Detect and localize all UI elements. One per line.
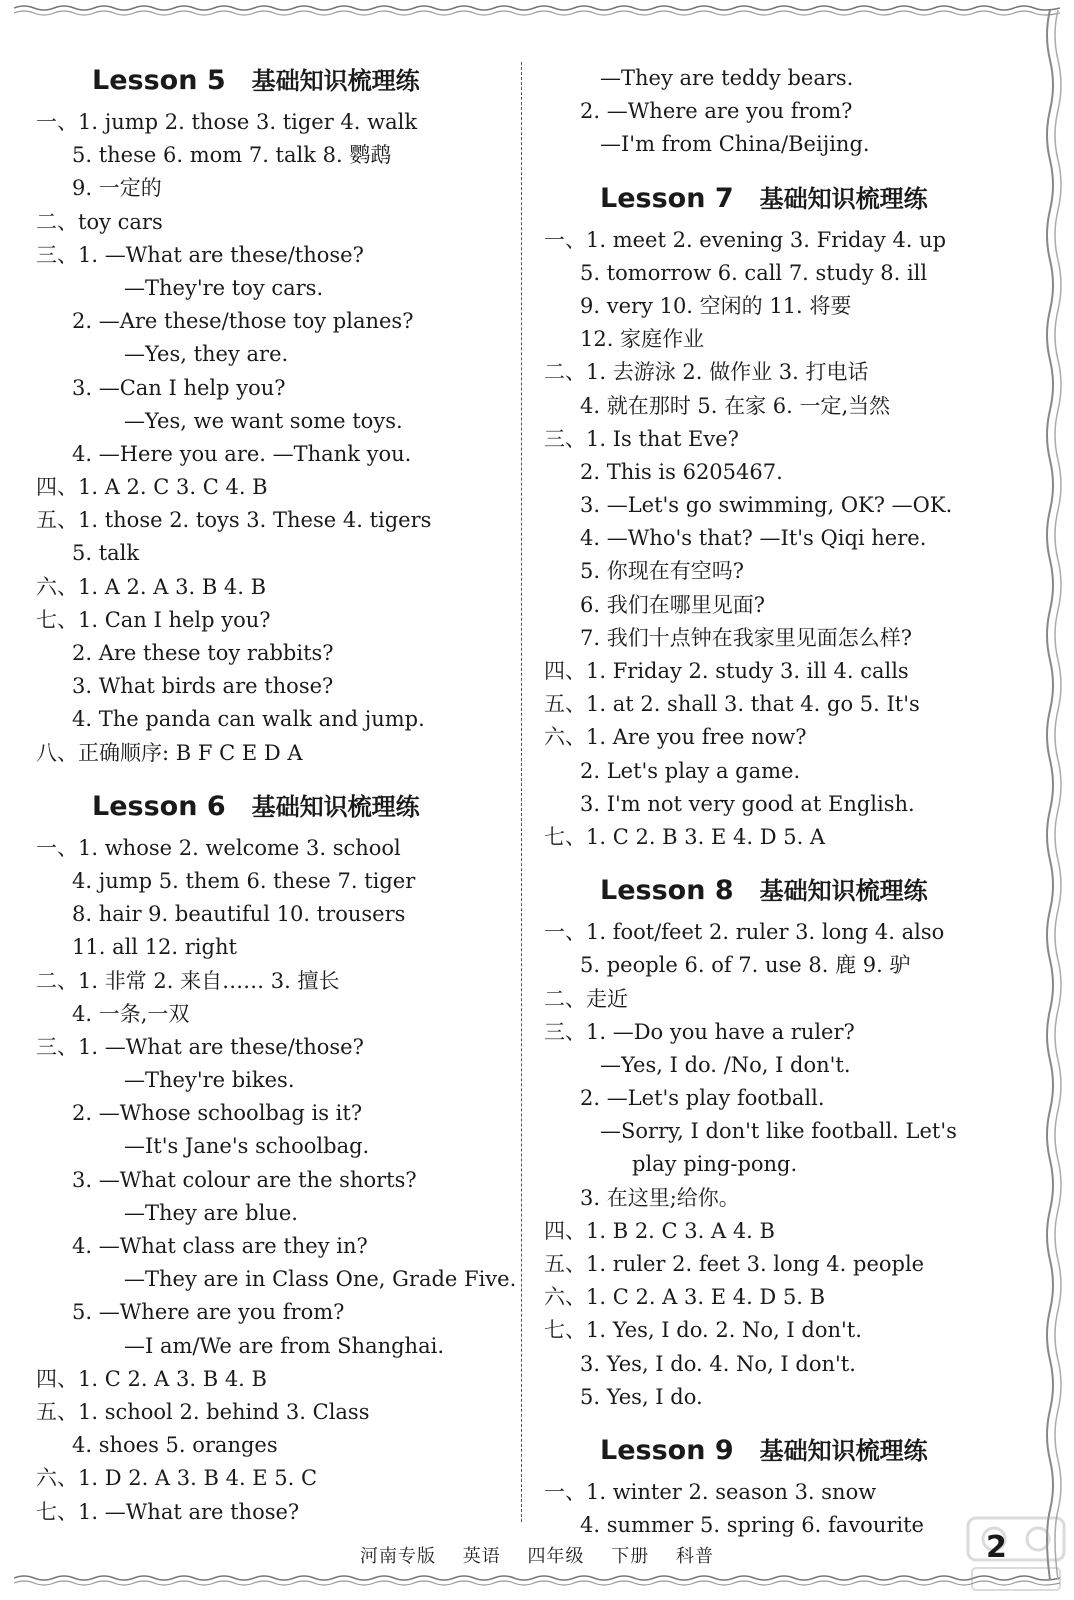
answer-line: —I am/We are from Shanghai. [124, 1333, 444, 1358]
bottom-wave-border [14, 1574, 1060, 1588]
answer-line: —It's Jane's schoolbag. [124, 1134, 370, 1159]
answer-line: 5. tomorrow 6. call 7. study 8. ill [580, 260, 928, 285]
answer-line: 四、1. Friday 2. study 3. ill 4. calls [544, 659, 909, 683]
answer-line: 3. I'm not very good at English. [580, 791, 915, 816]
answer-line: 五、1. school 2. behind 3. Class [36, 1399, 370, 1424]
answer-line: 3. 在这里;给你。 [580, 1185, 740, 1210]
answer-line: 4. 就在那时 5. 在家 6. 一定,当然 [580, 393, 891, 418]
answer-line: 七、1. —What are those? [36, 1499, 300, 1524]
lesson-8-header [544, 866, 1022, 916]
answer-line: —They are teddy bears. [600, 66, 854, 90]
footer-edition: 河南专版 [360, 1546, 437, 1567]
answer-line: 8. hair 9. beautiful 10. trousers [72, 902, 406, 927]
lesson-8-title: Lesson 8 [600, 875, 734, 907]
answer-line: 4. —What class are they in? [72, 1234, 368, 1258]
answer-line: 2. —Where are you from? [580, 99, 853, 124]
answer-line: play ping-pong. [632, 1152, 798, 1177]
right-column [544, 62, 1022, 1542]
answer-line: 六、1. A 2. A 3. B 4. B [36, 574, 267, 599]
footer-subject: 英语 [462, 1546, 501, 1567]
answer-line: —Sorry, I don't like football. Let's [600, 1119, 957, 1144]
answer-line: 七、1. Yes, I do. 2. No, I don't. [544, 1318, 862, 1343]
answer-line: 二、1. 非常 2. 来自…… 3. 擅长 [36, 968, 340, 993]
answer-line: —Yes, I do. /No, I don't. [600, 1052, 851, 1077]
answer-line: 四、1. A 2. C 3. C 4. B [36, 475, 268, 500]
answer-line: 五、1. at 2. shall 3. that 4. go 5. It's [544, 692, 920, 717]
answer-line: —Yes, we want some toys. [124, 408, 403, 433]
answer-line: —They are in Class One, Grade Five. [124, 1267, 517, 1292]
top-wave-border [14, 4, 1060, 18]
answer-line: 六、1. D 2. A 3. B 4. E 5. C [36, 1466, 318, 1491]
answer-line: 9. 一定的 [72, 176, 162, 201]
answer-line: 2. Are these toy rabbits? [72, 641, 334, 665]
answer-line: 三、1. —Do you have a ruler? [544, 1019, 855, 1044]
answer-line: 二、1. 去游泳 2. 做作业 3. 打电话 [544, 360, 869, 385]
answer-line: 2. —Let's play football. [580, 1086, 825, 1111]
footer-publisher: 科普 [675, 1546, 714, 1567]
lesson-6-header [36, 782, 516, 832]
answer-line: 六、1. Are you free now? [544, 725, 807, 750]
answer-line: 七、1. Can I help you? [36, 607, 271, 632]
answer-line: 5. talk [72, 541, 140, 566]
lesson-5-title: Lesson 5 [92, 65, 226, 96]
lesson-7-subtitle: 基础知识梳理练 [759, 184, 928, 213]
answer-line: 七、1. C 2. B 3. E 4. D 5. A [544, 824, 826, 849]
answer-line: 四、1. B 2. C 3. A 4. B [544, 1218, 775, 1243]
answer-line: 4. shoes 5. oranges [72, 1433, 278, 1458]
answer-line: 四、1. C 2. A 3. B 4. B [36, 1366, 267, 1391]
left-column [36, 56, 516, 1529]
lesson-5-subtitle: 基础知识梳理练 [251, 67, 420, 95]
lesson-8-subtitle: 基础知识梳理练 [759, 877, 928, 906]
lesson-9-title: Lesson 9 [600, 1434, 734, 1466]
answer-line: 一、1. whose 2. welcome 3. school [36, 835, 401, 860]
lesson-6-title: Lesson 6 [92, 790, 226, 822]
footer-volume: 下册 [611, 1546, 650, 1567]
answer-line: 2. —Whose schoolbag is it? [72, 1101, 363, 1126]
answer-line: 9. very 10. 空闲的 11. 将要 [580, 293, 852, 318]
answer-line: 5. these 6. mom 7. talk 8. 鹦鹉 [72, 143, 392, 168]
right-wave-border [1042, 10, 1068, 1580]
answer-line: 5. people 6. of 7. use 8. 鹿 9. 驴 [580, 953, 911, 978]
column-divider [521, 62, 522, 1522]
answer-line: 二、走近 [544, 986, 628, 1011]
answer-line: 12. 家庭作业 [580, 327, 705, 352]
answer-line: 2. This is 6205467. [580, 459, 783, 484]
page-footer [0, 1542, 1074, 1568]
answer-line: 三、1. —What are these/those? [36, 1034, 364, 1059]
answer-line: 5. Yes, I do. [580, 1384, 703, 1409]
answer-line: 3. —What colour are the shorts? [72, 1167, 417, 1192]
answer-line: 5. —Where are you from? [72, 1300, 345, 1325]
answer-line: —They're bikes. [124, 1068, 295, 1093]
answer-line: 2. Let's play a game. [580, 758, 801, 783]
answer-line: 六、1. C 2. A 3. E 4. D 5. B [544, 1285, 826, 1310]
answer-line: 八、正确顺序: B F C E D A [36, 740, 303, 765]
answer-line: 4. —Here you are. —Thank you. [72, 441, 412, 466]
lesson-7-header [544, 174, 1022, 224]
answer-line: —I'm from China/Beijing. [600, 132, 870, 157]
watermark-logo-icon [964, 1512, 1068, 1596]
answer-line: 五、1. those 2. toys 3. These 4. tigers [36, 508, 432, 533]
answer-line: 一、1. meet 2. evening 3. Friday 4. up [544, 227, 947, 252]
answer-line: 5. 你现在有空吗? [580, 559, 744, 584]
answer-line: 一、1. winter 2. season 3. snow [544, 1479, 877, 1504]
answer-line: 一、1. foot/feet 2. ruler 3. long 4. also [544, 920, 945, 945]
answer-line: —They're toy cars. [124, 275, 324, 300]
answer-line: 3. —Let's go swimming, OK? —OK. [580, 493, 953, 518]
lesson-9-header [544, 1426, 1022, 1476]
page-number: 2 [986, 1530, 1007, 1565]
lesson-7-title: Lesson 7 [600, 182, 734, 214]
answer-line: 7. 我们十点钟在我家里见面怎么样? [580, 625, 912, 650]
answer-line: 4. jump 5. them 6. these 7. tiger [72, 868, 416, 893]
answer-line: 3. —Can I help you? [72, 375, 286, 400]
lesson-5-header [36, 56, 516, 106]
answer-line: 3. What birds are those? [72, 674, 334, 699]
footer-grade: 四年级 [527, 1546, 585, 1567]
answer-line: 4. The panda can walk and jump. [72, 707, 425, 732]
answer-line: 二、toy cars [36, 209, 163, 234]
answer-line: —They are blue. [124, 1200, 298, 1225]
answer-line: 6. 我们在哪里见面? [580, 592, 765, 617]
answer-line: 三、1. —What are these/those? [36, 242, 364, 267]
answer-line: 3. Yes, I do. 4. No, I don't. [580, 1351, 856, 1376]
answer-line: 4. 一条,一双 [72, 1001, 190, 1026]
answer-line: 2. —Are these/those toy planes? [72, 309, 414, 334]
answer-line: 一、1. jump 2. those 3. tiger 4. walk [36, 110, 418, 134]
answer-line: —Yes, they are. [124, 342, 289, 367]
answer-line: 三、1. Is that Eve? [544, 426, 739, 451]
lesson-9-subtitle: 基础知识梳理练 [759, 1436, 928, 1465]
answer-line: 4. summer 5. spring 6. favourite [580, 1513, 924, 1538]
answer-line: 4. —Who's that? —It's Qiqi here. [580, 526, 927, 551]
answer-line: 五、1. ruler 2. feet 3. long 4. people [544, 1252, 925, 1276]
lesson-6-subtitle: 基础知识梳理练 [251, 792, 420, 821]
answer-line: 11. all 12. right [72, 935, 237, 960]
